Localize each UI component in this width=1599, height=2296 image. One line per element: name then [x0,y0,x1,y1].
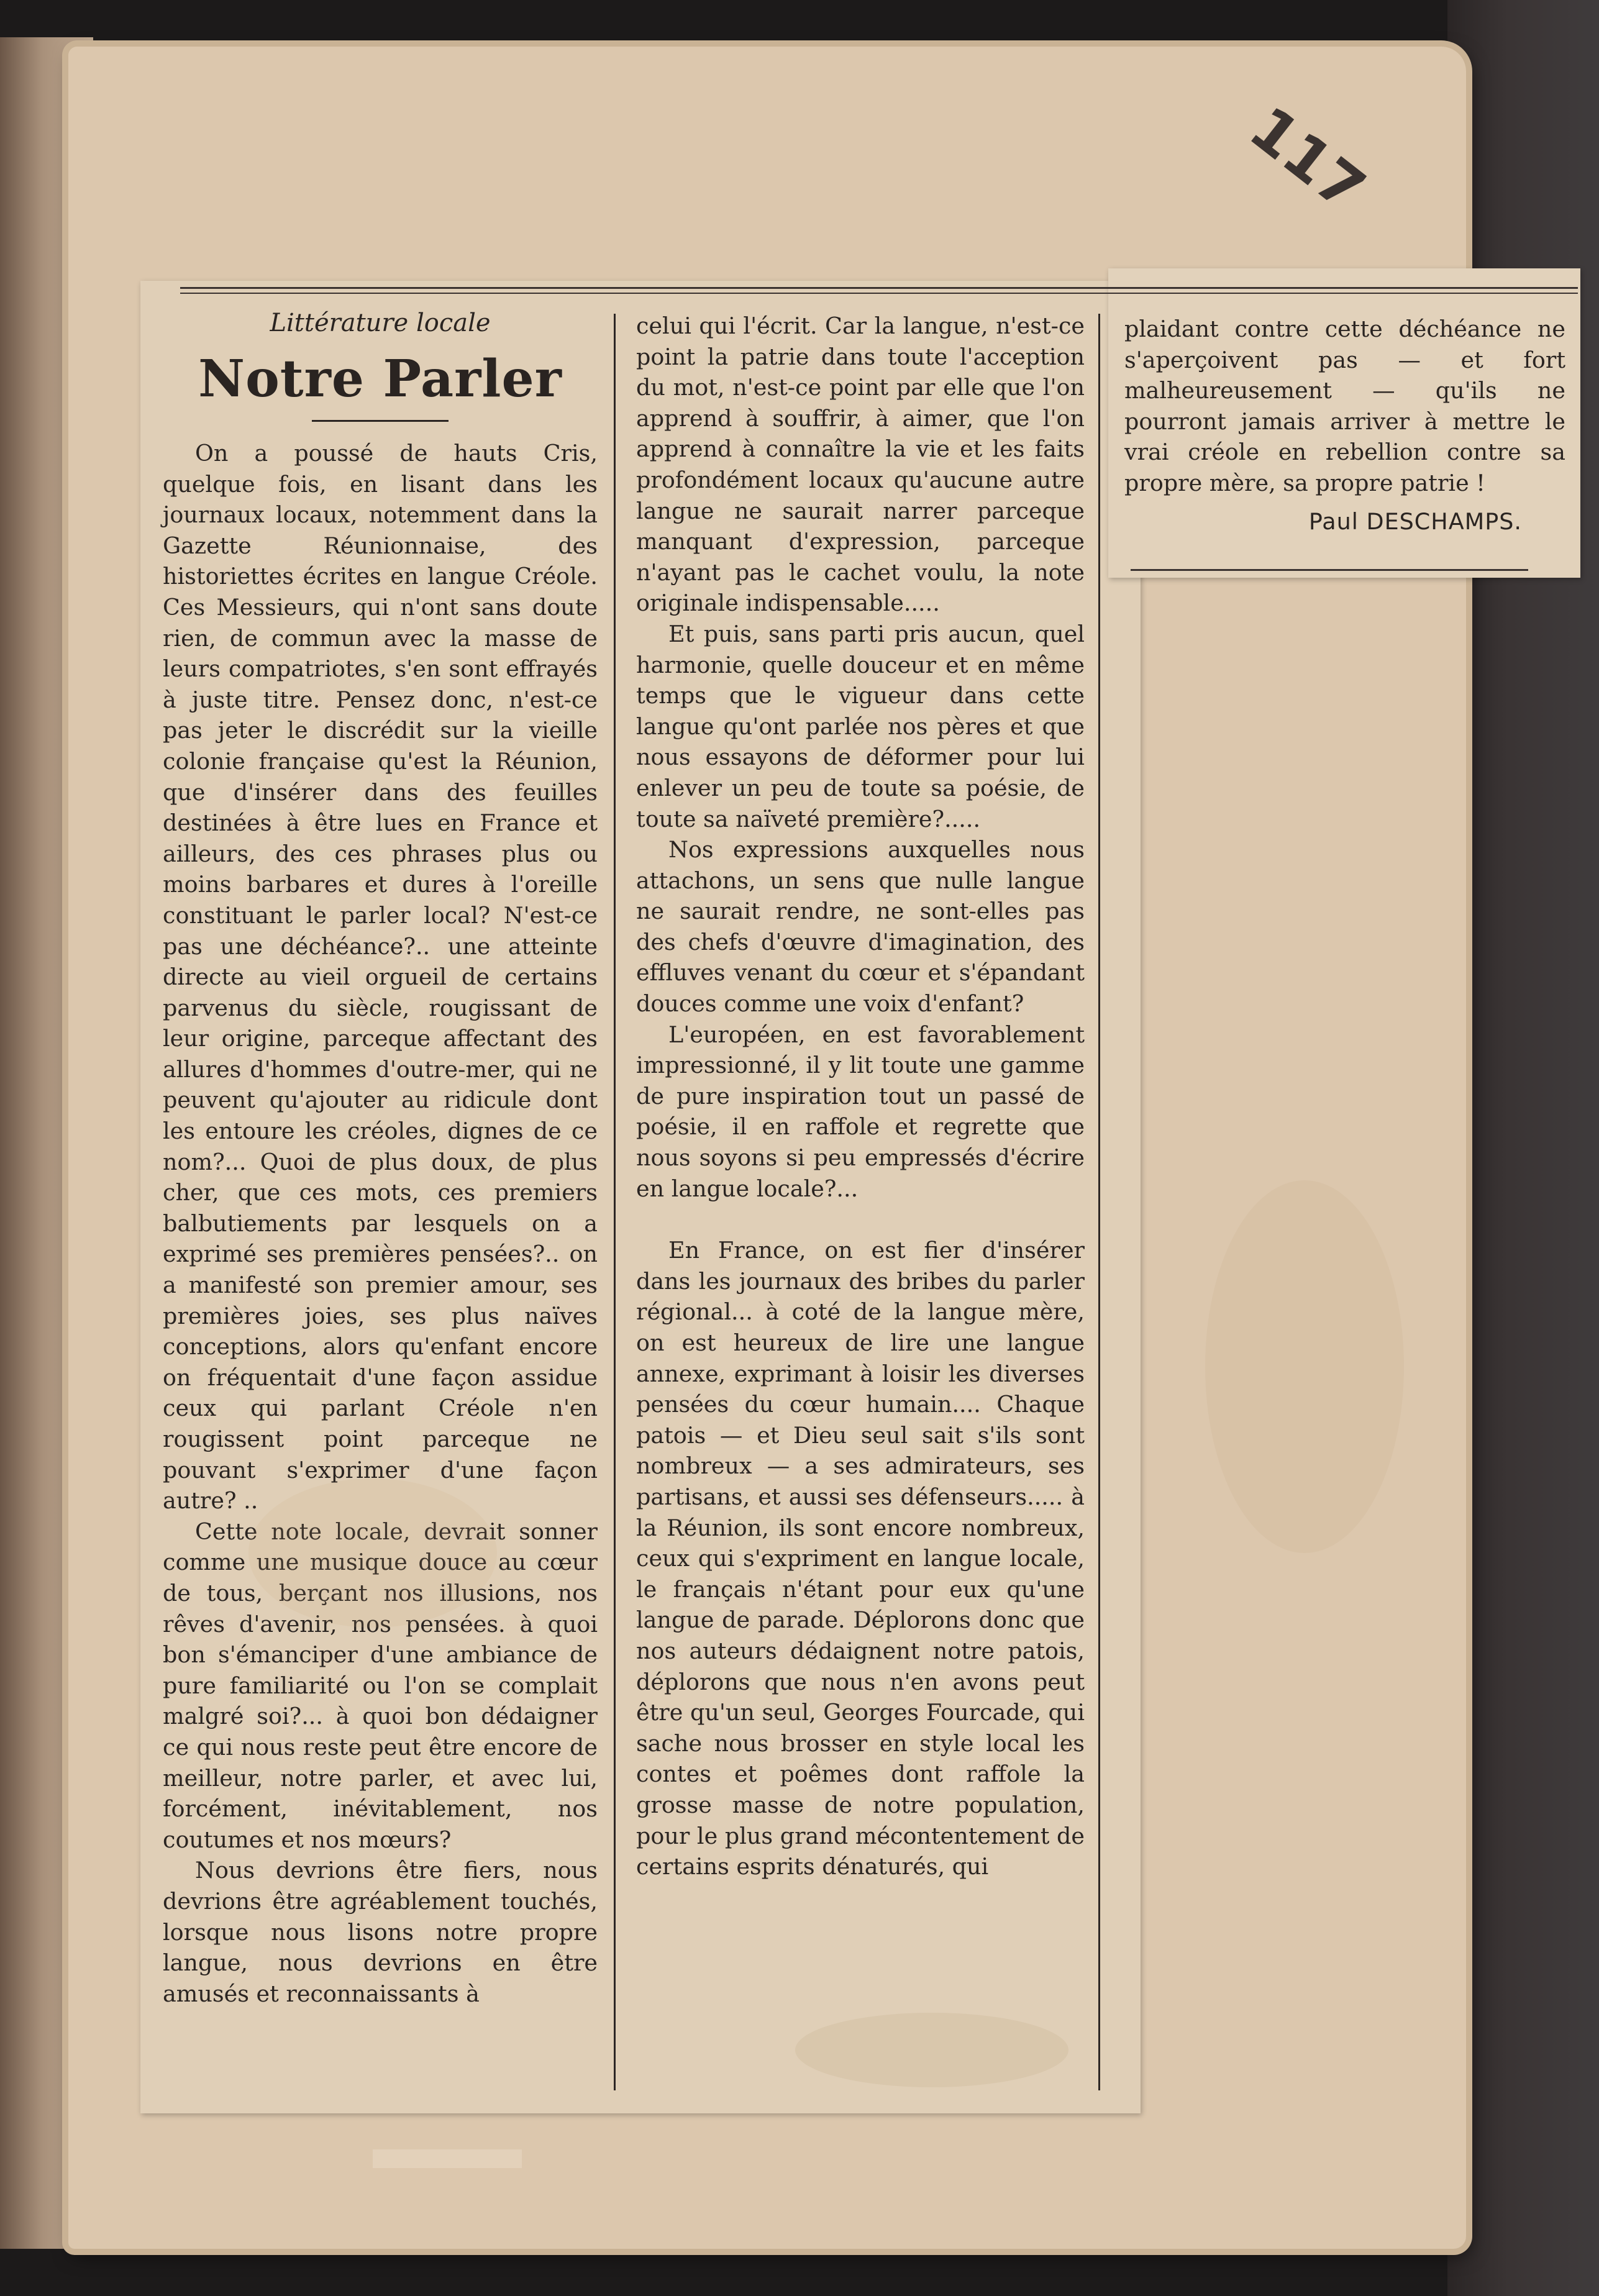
author-signature: Paul DESCHAMPS. [1308,508,1522,535]
paragraph: celui qui l'écrit. Car la langue, n'est-ce point la patrie dans toute l'acception du mot, n'est-ce point par elle que l'on apprend à souffrir, à aimer, que l'on apprend à connaître la vie et les faits profondément locaux qu'aucune autre langue ne saurait narrer parceque manquant d'expression, parceque n'ayant pas le cachet voulu, la note originale indispensable..... [636,312,1085,617]
paragraph: Et puis, sans parti pris aucun, quel harmonie, quelle douceur et en même temps que le vigueur dans cette langue qu'ont parlée nos pères et que nous essayons de déformer pour lui enlever un peu de toute sa poésie, de toute sa naïveté première?..... [636,620,1085,832]
paper-tab [373,2149,522,2168]
paragraph: Nos expressions auxquelles nous attachons, un sens que nulle langue ne saurait rendre, ne sont-elles pas des chefs d'œuvre d'imagination, des effluves venant du cœur et s'épandant douces comme une voix d'enfant? [636,836,1085,1018]
title-rule [312,420,449,422]
article-column-1 [163,304,598,2009]
end-rule [1131,569,1528,575]
paragraph: plaidant contre cette déchéance ne s'aperçoivent pas — et fort malheureusement — qu'ils ne pourront jamais arriver à mettre le vrai créole en rebellion contre sa propre mère, sa propre patrie ! [1124,316,1565,496]
paragraph: En France, on est fier d'insérer dans les journaux des bribes du parler régional... à coté de la langue mère, on est heureux de lire une langue annexe, exprimant à loisir les diverses pensées du cœur humain.... Chaque patois — et Dieu seul sait s'ils sont nombreux — a ses admirateurs, ses partisans, et aussi ses défenseurs..... à la Réunion, ils sont encore nombreux, ceux qui s'expriment en langue locale, le français n'étant pour eux qu'une langue de parade. Déplorons donc que nos auteurs dédaignent notre patois, déplorons que nous n'en avons peut être qu'un seul, Georges Fourcade, qui sache nous brosser en style local les contes et poêmes dont raffole la grosse masse de notre population, pour le plus grand mécontentement de certains esprits dénaturés, qui [636,1237,1085,1880]
article-rubric: Littérature locale [270,309,491,337]
column-separator [1098,314,1100,2090]
column-separator [614,314,616,2090]
article-column-3 [1124,314,1565,537]
article-title: Notre Parler [198,349,562,409]
page-number: 117 [1237,93,1378,225]
paragraph: Cette note locale, devrait sonner comme une musique douce au cœur de tous, berçant nos illusions, nos rêves d'avenir, nos pensées. à quoi bon s'émanciper d'une ambiance de pure familiarité ou l'on se complait malgré soi?... à quoi bon dédaigner ce qui nous reste peut être encore de meilleur, notre parler, et avec lui, forcément, inévitablement, nos coutumes et nos mœurs? [163,1518,598,1853]
paragraph: L'européen, en est favorablement impressionné, il y lit toute une gamme de pure inspiration tout un passé de poésie, il en raffole et regrette que nous soyons si peu empressés d'écrire en langue locale?... [636,1021,1085,1202]
paragraph: Nous devrions être fiers, nous devrions être agréablement touchés, lorsque nous lisons notre propre langue, nous devrions en être amusés et reconnaissants à [163,1857,598,2007]
paragraph: On a poussé de hauts Cris, quelque fois, en lisant dans les journaux locaux, notemment dans la Gazette Réunionnaise, des historiettes écrites en langue Créole. Ces Messieurs, qui n'ont sans doute rien, de commun avec la masse de leurs compatriotes, s'en sont effrayés à juste titre. Pensez donc, n'est-ce pas jeter le discrédit sur la vieille colonie française qu'est la Réunion, que d'insérer dans des feuilles destinées à être lues en France et ailleurs, des ces phrases plus ou moins barbares et dures à l'oreille constituant le parler local? N'est-ce pas une déchéance?.. une atteinte directe au vieil orgueil de certains parvenus du siècle, rougissant de leur origine, parceque affectant des allures d'hommes d'outre-mer, qui ne peuvent qu'ajouter au ridicule dont les entoure les créoles, dignes de ce nom?... Quoi de plus doux, de plus cher, que ces mots, ces premiers balbutiements par lesquels on a exprimé ses premières pensées?.. on a manifesté son premier amour, ses premières joies, ses plus naïves conceptions, alors qu'enfant encore on fréquentait d'une façon assidue ceux qui parlant Créole n'en rougissent point parceque ne pouvant s'exprimer d'une façon autre? .. [163,440,598,1515]
top-rule [180,287,1578,294]
article-column-2 [636,311,1085,1882]
